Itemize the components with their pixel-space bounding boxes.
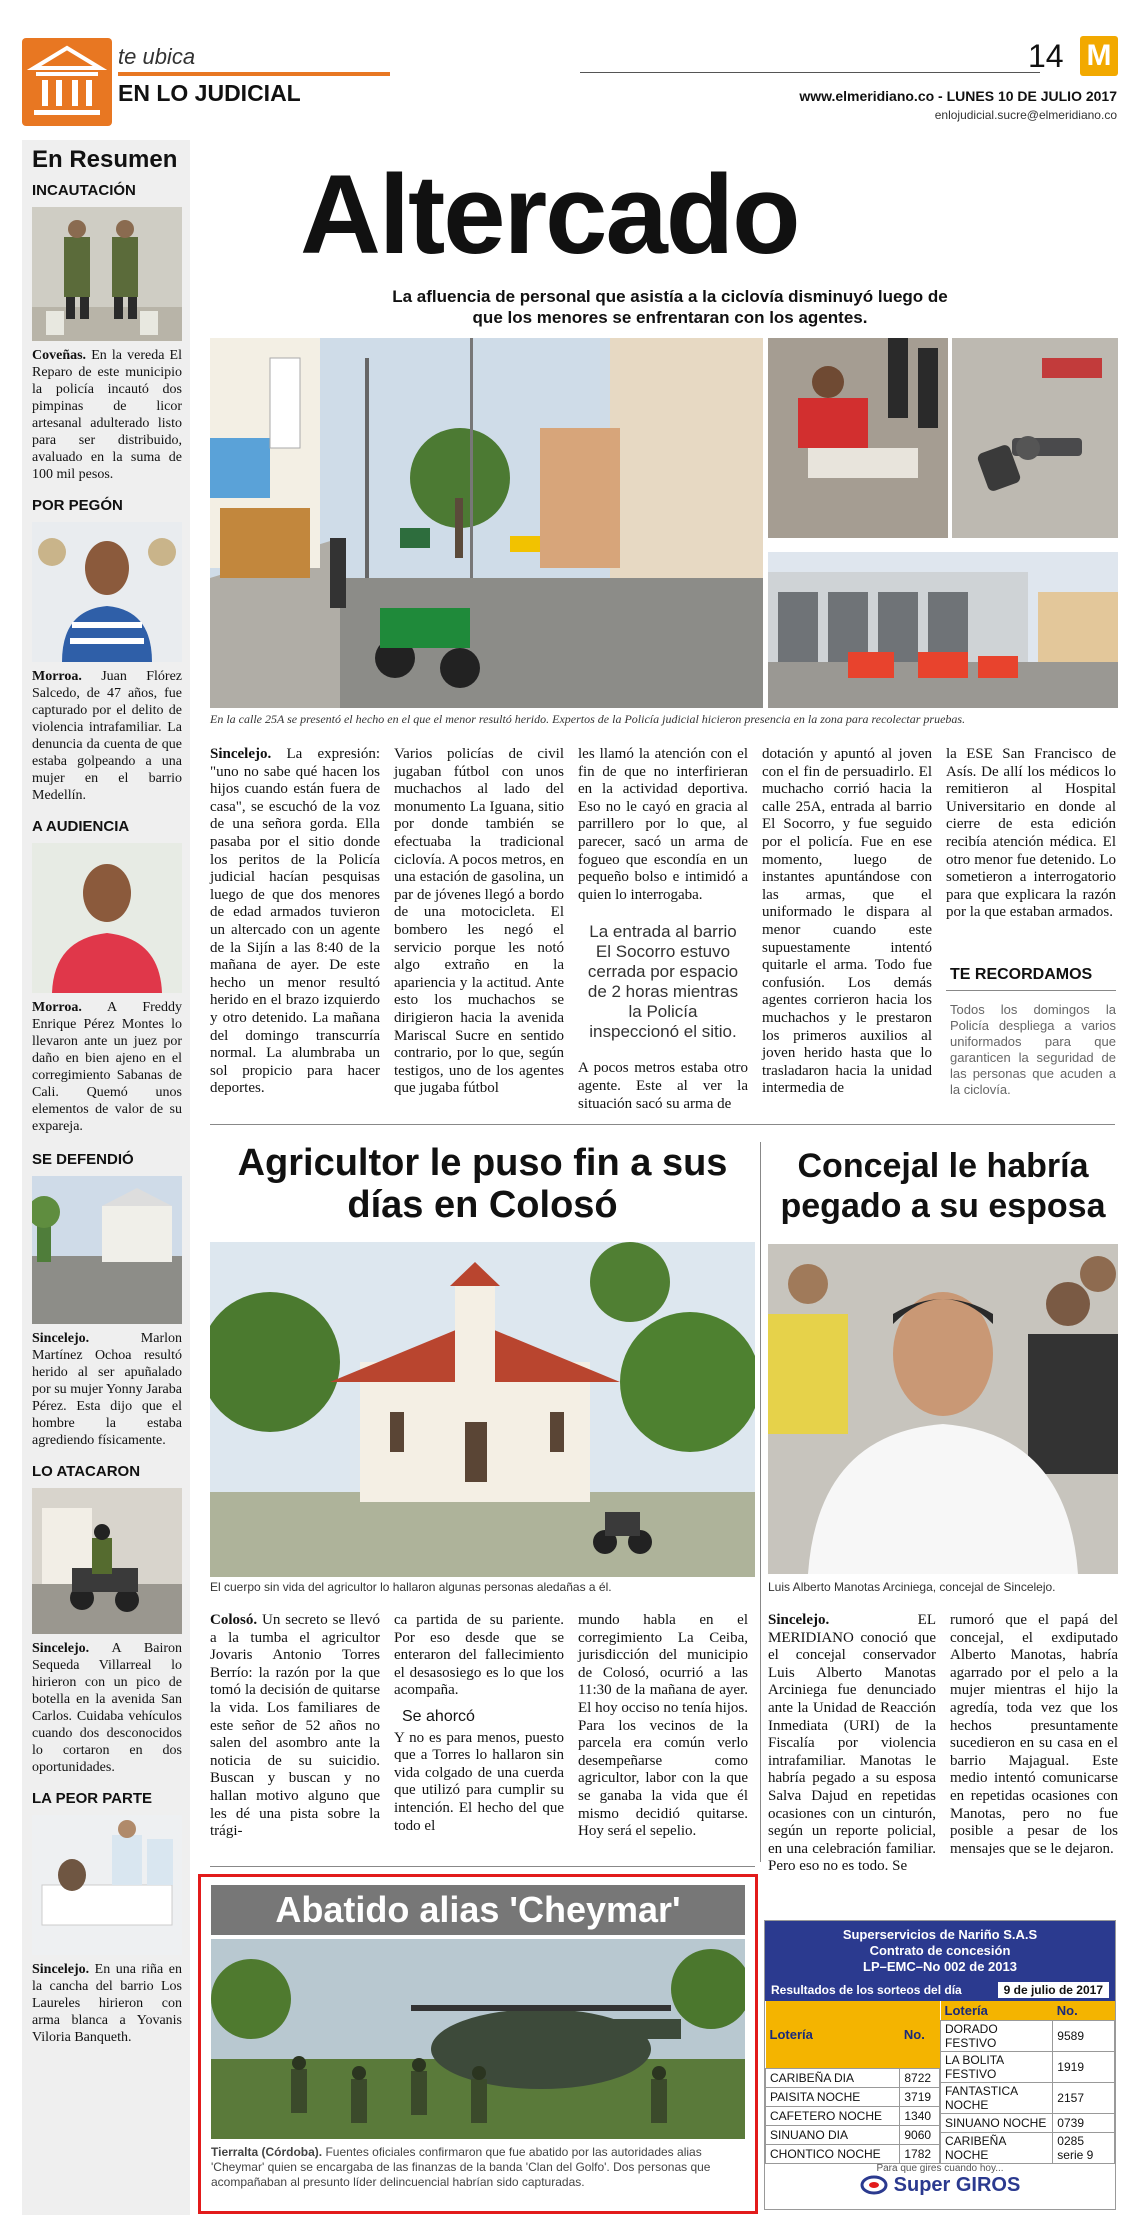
section-logo [22,38,112,126]
sidebar-head: INCAUTACIÓN [32,182,136,199]
section-email: enlojudicial.sucre@elmeridiano.co [934,108,1117,122]
newspaper-logo-icon: M [1080,36,1118,76]
main-headline: Altercado [300,152,799,277]
story2-subhead: Se ahorcó [402,1707,475,1725]
te-recordamos-text: Todos los domingos la Policía despliega a varios uniformados para que garanticen la seguridad de las personas que acuden a la ciclovía. [950,1002,1116,1097]
main-column-1: Sincelejo. La expresión: "uno no sabe qué hacen los hijos cuando están fuera de casa", se escuchó de la voz de una señora gorda. Ella pasaba por el sitio donde los peritos de la Policía judicial hacían pesquisas luego de que dos menores de edad armados tuvieron un altercado con un agente de la Sijín a las 8:40 de la mañana de ayer. De este hecho un menor resultó herido en el brazo izquierdo y otro detenido. La mañana del domingo transcurría normal. La alumbraba un sol propicio para hacer deportes. [210,746,380,1097]
table-row: PAISITA NOCHE 3719 [766,2088,940,2107]
injured-youth-photo [768,338,948,538]
sidebar-head: A AUDIENCIA [32,818,130,835]
table-row: FANTASTICA NOCHE 2157 [941,2083,1115,2114]
sidebar-text: Coveñas. En la vereda El Reparo de este municipio la policía incautó dos pimpinas de licor artesanal adulterado listo para ser distribuido, avaluado en la suma de 100 mil pesos. [32,348,182,482]
lottery-table-right: Lotería No. DORADO FESTIVO 9589 LA BOLITA FESTIVO 1919 FANTASTICA NOCHE 2157 SINUANO NOCHE 0739 CARIBEÑA NOCHE 0285 serie 9 [940,2001,1115,2164]
cheymar-caption: Tierralta (Córdoba). Fuentes oficiales confirmaron que fue abatido por las autoridades alias 'Cheymar' quien se encargaba de las finanzas de la banda 'Clan del Golfo'. Dos personas que acompañaban al presunto líder delincuencial habrían sido capturadas. [211,2145,711,2189]
sidebar-head: LO ATACARON [32,1463,141,1480]
main-column-2: Varios policías de civil jugaban fútbol con unos muchachos al lado del monumento La Iguana, sitio por donde también se efectuaba la tradicional ciclovía. A pocos metros, en una estación de gasolina, un par de jóvenes llegó a bordo de una motocicleta. El bombero les negó el servicio porque les notó algo extraño en la apariencia y la actitud. Ante esto los muchachos se dirigieron hacia la avenida Mariscal Sucre en sentido contrario, por lo que, según testigos, uno de los agentes que jugaba fútbol [394,746,564,1097]
lottery-table-left: Lotería No. CARIBEÑA DIA 8722 PAISITA NOCHE 3719 CAFETERO NOCHE 1340 SINUANO DIA 9060 CHONTICO NOCHE 1782 [765,2001,940,2164]
story-headline-concejal: Concejal le habría pegado a su esposa [780,1147,1106,1225]
divider [210,1124,1115,1125]
story2-column-3: mundo habla en el corregimiento La Ceiba, jurisdicción del municipio de Colosó, ocurrió a las 11:30 de la mañana de ayer. El hoy occiso no tenía hijos. Para los vecinos de la parcela era común verlo desempeñarse como agricultor, labor con la que se ganaba la vida que él mismo decidió quitarse. Hoy será el sepelio. [578,1612,748,1840]
lottery-tables [765,2001,1115,2164]
sidebar-head: POR PEGÓN [32,497,123,514]
table-row: CARIBEÑA DIA 8722 [766,2069,940,2088]
mugshot-photo [32,843,182,993]
pull-quote: La entrada al barrio El Socorro estuvo cerrada por espacio de 2 horas mientras la Policía inspeccionó el sitio. [587,922,739,1042]
top-rule [580,72,1040,73]
church-photo [210,1242,755,1577]
table-row: SINUANO DIA 9060 [766,2126,940,2145]
lottery-header: Superservicios de Nariño S.A.S Contrato de concesión LP–EMC–No 002 de 2013 [765,1921,1115,1979]
lottery-results [764,1920,1116,2210]
revolver-photo [952,338,1118,538]
sidebar-text: Morroa. A Freddy Enrique Pérez Montes lo llevaron ante un juez por daño en bien ajeno en el corregimiento Sabanas de Cali. Quemó unos elementos de valor de su expareja. [32,1000,182,1134]
story-headline-agricultor: Agricultor le puso fin a sus días en Colosó [237,1142,728,1226]
councilman-photo-caption: Luis Alberto Manotas Arciniega, concejal de Sincelejo. [768,1580,1056,1594]
results-date: 9 de julio de 2017 [998,1982,1109,1998]
page-number: 14 [1028,38,1064,74]
supergiros-logo: Para que gires cuando hoy... Super GIROS [765,2163,1115,2202]
table-row: SINUANO NOCHE 0739 [941,2114,1115,2133]
story-headline-cheymar: Abatido alias 'Cheymar' [211,1885,745,1935]
street-scene-photo [210,338,763,708]
main-deck: La afluencia de personal que asistía a la ciclovía disminuyó luego de que los menores se enfrentaran con los agentes. [392,287,948,327]
divider [760,1142,761,1862]
table-row: CARIBEÑA NOCHE 0285 serie 9 [941,2133,1115,2164]
table-row: CAFETERO NOCHE 1340 [766,2107,940,2126]
councilman-photo [768,1244,1118,1574]
sidebar-summary [22,140,190,2215]
story3-column-2: rumoró que el papá del concejal, el exdiputado Alberto Manotas, habría agarrado por el pelo a la mujer mientras el hijo la agredía, toda vez que los hechos presuntamente sucedieron en su casa en el barrio Majagual. Este medio intentó comunicarse en repetidas ocasiones con Manotas, pero no fue posible a pesar de los mensajes que se le dejaron. [950,1612,1118,1857]
results-row: Resultados de los sorteos del día 9 de julio de 2017 [765,1979,1115,2001]
story3-column-1: Sincelejo. EL MERIDIANO conoció que el concejal conservador Luis Alberto Manotas Arciniega fue denunciado ante la Unidad de Reacción Inmediata (URI) de la Fiscalía por violencia intrafamiliar. Manotas le habría pegado a su esposa Salva Dajud en repetidas ocasiones con un cinturón, según un reporte policial, en una celebración familiar. Pero eso no es todo. Se [768,1612,936,1875]
divider [210,1866,755,1867]
main-column-4: dotación y apuntó al joven con el fin de persuadirlo. El muchacho corrió hacia la calle 25A, entrada al barrio El Socorro, y fue seguido por el policía. Fue en ese momento, luego de instantes apuntándose con las armas, que el uniformado le dispara al menor cuando este supuestamente intentó quitarle el arma. Todo fue confusión. Los demás agentes corrieron hacia los muchachos y le prestaron los primeros auxilios al joven herido hasta que lo trasladaron hacia la unidad intermedia de [762,746,932,1097]
supergiros-swoosh-icon [860,2174,888,2196]
divider [946,990,1116,991]
main-photo-caption: En la calle 25A se presentó el hecho en el que el menor resultó herido. Expertos de la Policía judicial hicieron presencia en la zona para recolectar pruebas. [210,712,966,726]
motorcycle-photo [32,1488,182,1634]
story2-column-1: Colosó. Un secreto se llevó a la tumba el agricultor Jovaris Antonio Torres Berrío: la razón por la que tomó la decisión de quitarse la vida. Los familiares de este señor de 52 años no salen del asombro ante la noticia de su suicidio. Buscan y buscan y no hallan motivo alguno que les dé una pista sobre la trági- [210,1612,380,1840]
sidebar-text: Sincelejo. Marlon Martínez Ochoa resultó herido al ser apuñalado por su mujer Yonny Jaraba Pérez. Esta dijo que el hombre la estaba agrediendo físicamente. [32,1331,182,1448]
section-kicker: te ubica [118,44,196,69]
section-name: EN LO JUDICIAL [118,80,301,106]
sidebar-text: Sincelejo. A Bairon Sequeda Villarreal lo hirieron con un pico de botella en la avenida San Carlos. Cuidaba vehículos cuando dos desconocidos lo cortaron en dos oportunidades. [32,1641,182,1775]
main-column-3: les llamó la atención con el fin de que no interfirieran en la actividad deportiva. Eso no le cayó en gracia al parrillero por lo que, al parecer, sacó un arma de fogueo que escondía en un pequeño bolso e intimidó a quien lo interrogaba. La entrada al barrio El Socorro estuvo cerrada por espacio de 2 horas mientras la Policía inspeccionó el sitio. A pocos metros estaba otro agente. Este al ver la situación sacó su arma de [578,746,748,1112]
table-row: LA BOLITA FESTIVO 1919 [941,2052,1115,2083]
main-column-5: la ESE San Francisco de Asís. De allí los médicos lo remitieron al Hospital Universitario en donde al cierre de esta edición recibía atención médica. El otro menor fue detenido. Lo sometieron a interrogatorio para que explicara la razón por la que estaban armados. [946,746,1116,921]
mugshot-photo [32,522,182,662]
sidebar-text: Sincelejo. En una riña en la cancha del barrio Los Laureles hirieron con arma blanca a Yovanis Viloria Banqueth. [32,1962,182,2045]
sidebar-head: SE DEFENDIÓ [32,1151,134,1168]
church-photo-caption: El cuerpo sin vida del agricultor lo hallaron algunas personas aledañas a él. [210,1580,612,1594]
sidebar-title: En Resumen [32,146,178,173]
helicopter-soldiers-photo [211,1939,745,2139]
hospital-photo [32,1815,182,1955]
courthouse-icon [22,38,112,126]
website-date: www.elmeridiano.co - LUNES 10 DE JULIO 2017 [799,88,1117,104]
street-photo [32,1176,182,1324]
header-rule [118,72,390,76]
te-recordamos-heading: TE RECORDAMOS [950,966,1093,983]
police-photo [32,207,182,341]
sidebar-text: Morroa. Juan Flórez Salcedo, de 47 años, fue capturado por el delito de violencia intrafamiliar. La denuncia da cuenta de que estaba golpeando a una mujer en el barrio Medellín. [32,669,182,803]
table-row: CHONTICO NOCHE 1782 [766,2145,940,2164]
story2-column-2: ca partida de su pariente. Por eso desde que se enteraron del fallecimiento el desasosiego es lo que los acompaña. Se ahorcó Y no es para menos, puesto que a Torres lo hallaron sin vida colgado de una cuerda que utilizó para cumplir su intención. El hecho del que todo el [394,1612,564,1834]
closed-street-photo [768,552,1118,708]
table-row: DORADO FESTIVO 9589 [941,2021,1115,2052]
cheymar-story-box [198,1874,758,2214]
sidebar-head: LA PEOR PARTE [32,1790,153,1807]
